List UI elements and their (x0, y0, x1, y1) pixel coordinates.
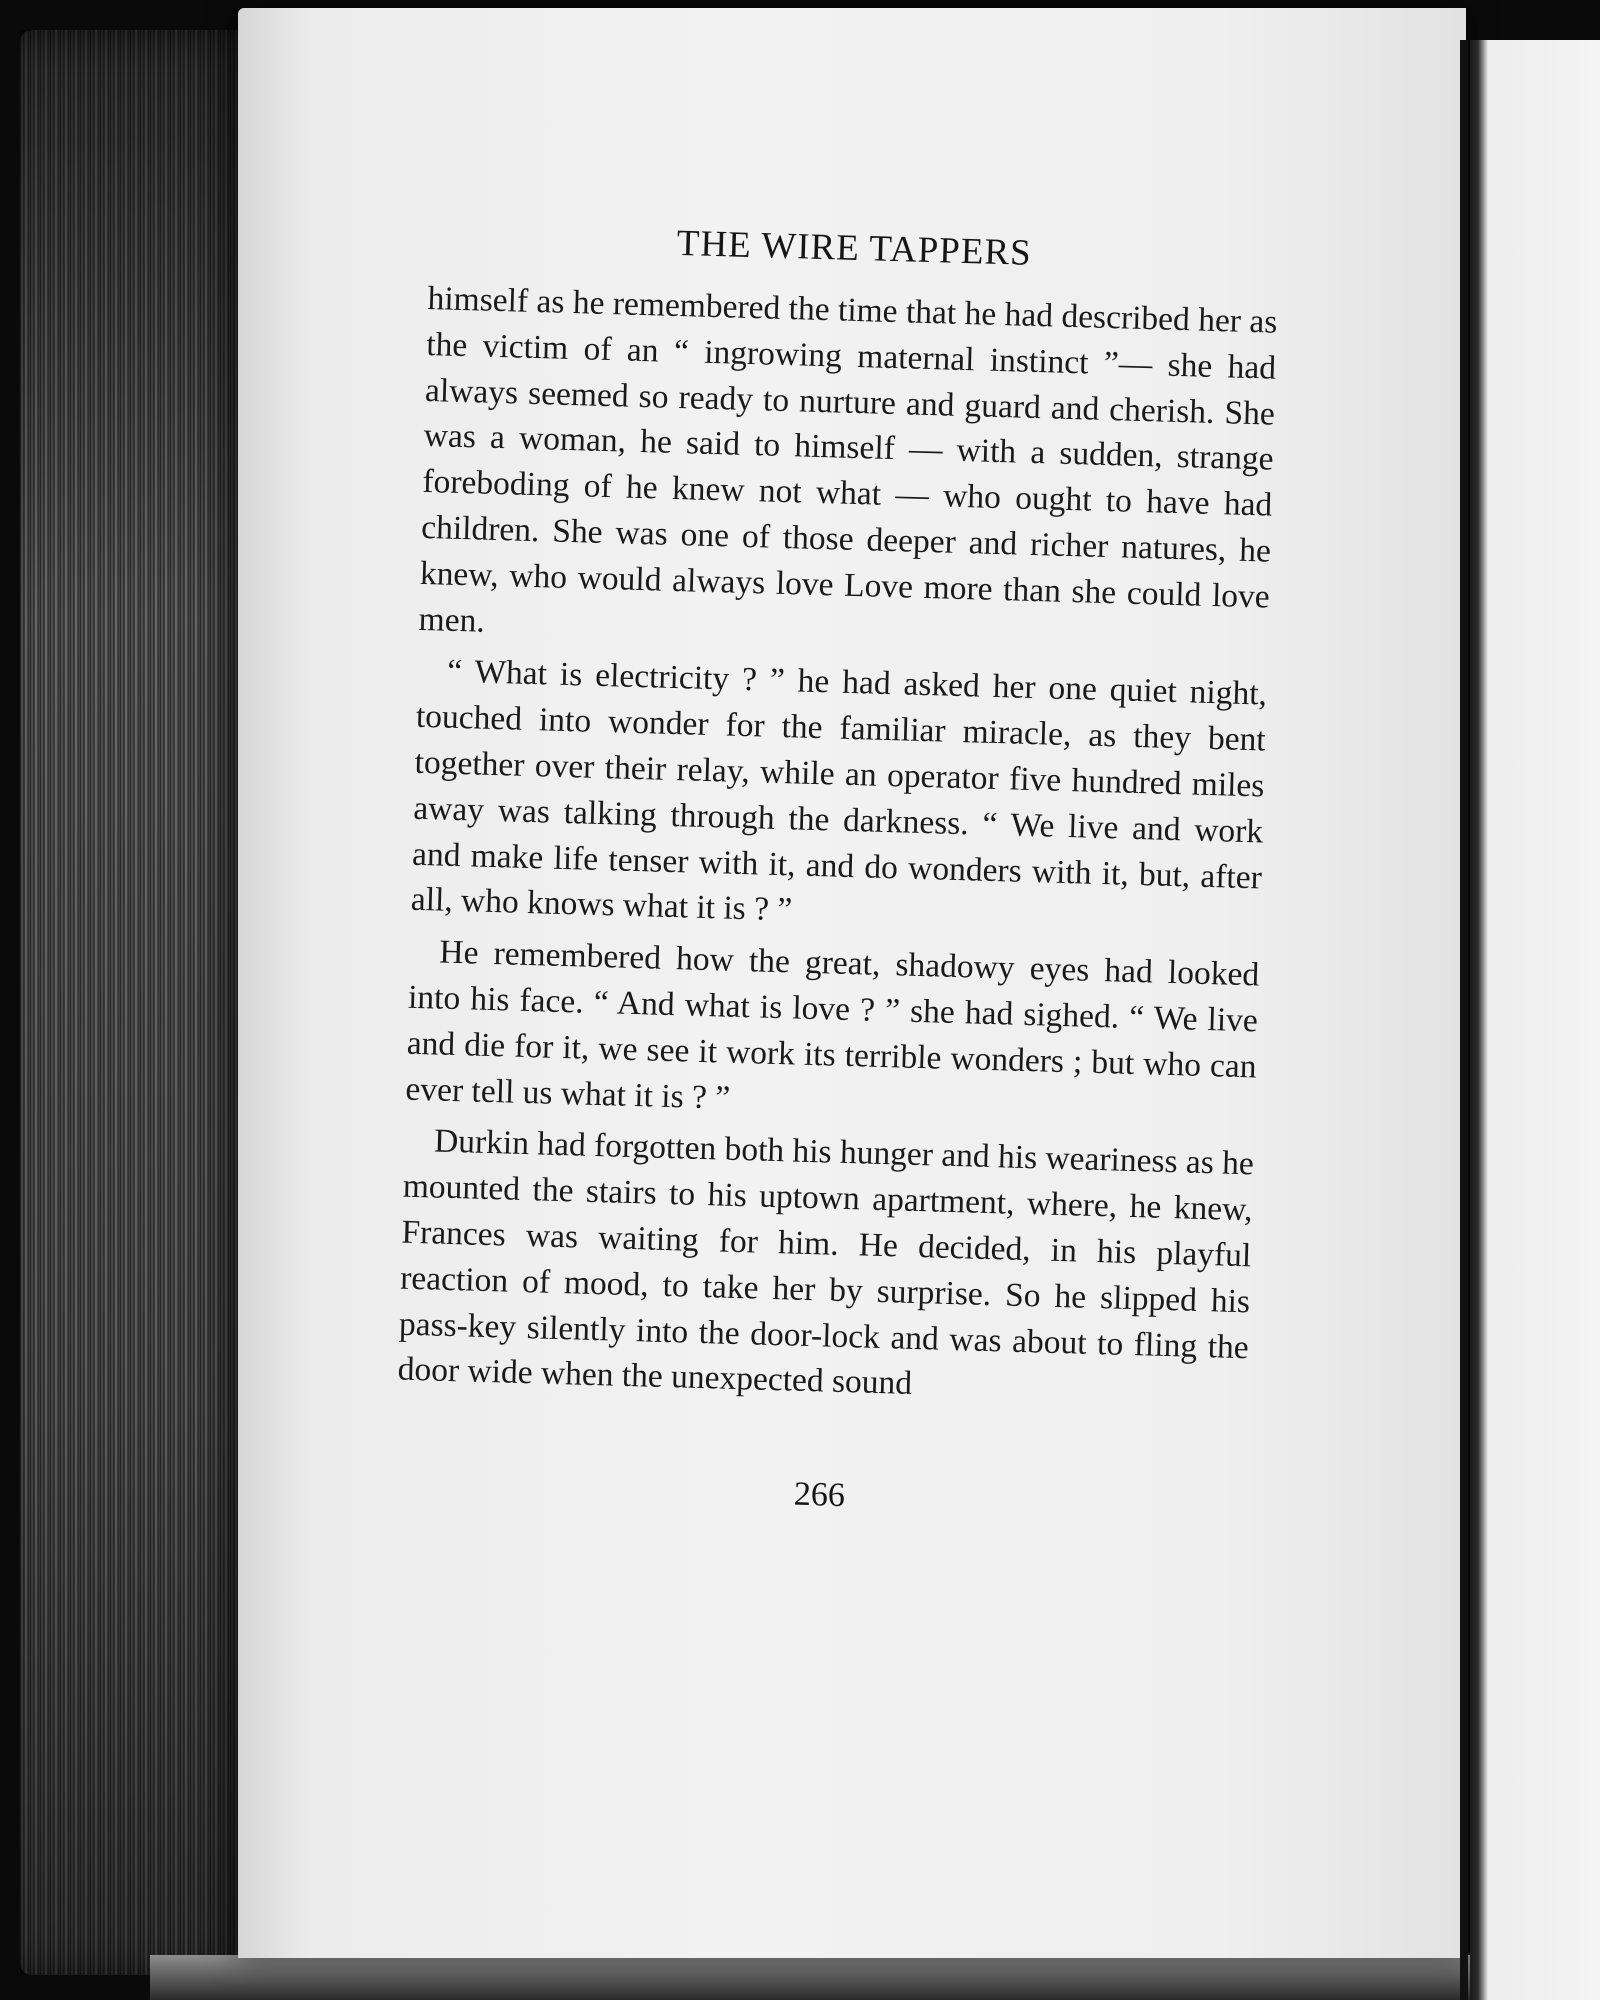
paragraph: himself as he remembered the time that he had described her as the victim of an “ ingrowing maternal instinct ”— she had always seemed so ready to nurture and guard and cherish. She was a woman, he said to himself — with a sudden, strange foreboding of he knew not what — who ought to have had children. She was one of those deeper and richer natures, he knew, who would always love Love more than she could love men. (418, 279, 1278, 640)
paragraph: He remembered how the great, shadowy eyes had looked into his face. “ And what is love ? ” she had sighed. “ We live and die for it, we see it work its terrible wonders ; but who can ever tell us what it is ? ” (405, 933, 1260, 1117)
book-bottom-edge (150, 1955, 1480, 2000)
page-number: 266 (793, 1475, 846, 1515)
facing-page (1470, 40, 1600, 2000)
paragraph: Durkin had forgotten both his hunger and his weariness as he mounted the stairs to his uptown apartment, where, he knew, Frances was waiting for him. He decided, in his playful reaction of mood, to take her by surprise. So he slipped his pass-key silently into the door-lock and was about to fling the door wide when the unexpected sound (397, 1122, 1255, 1403)
paragraph: “ What is electricity ? ” he had asked her one quiet night, touched into wonder for the familiar miracle, as they bent together over their relay, while an operator five hundred miles away was talking through the darkness. “ We live and work and make life tenser with it, and do wonders with it, but, after all, who knows what it is ? ” (410, 653, 1268, 929)
page-text-block (394, 215, 1280, 1526)
running-head: THE WIRE TAPPERS (676, 222, 1033, 274)
book-gutter (1460, 40, 1468, 2000)
book-page-edges (20, 30, 250, 1975)
